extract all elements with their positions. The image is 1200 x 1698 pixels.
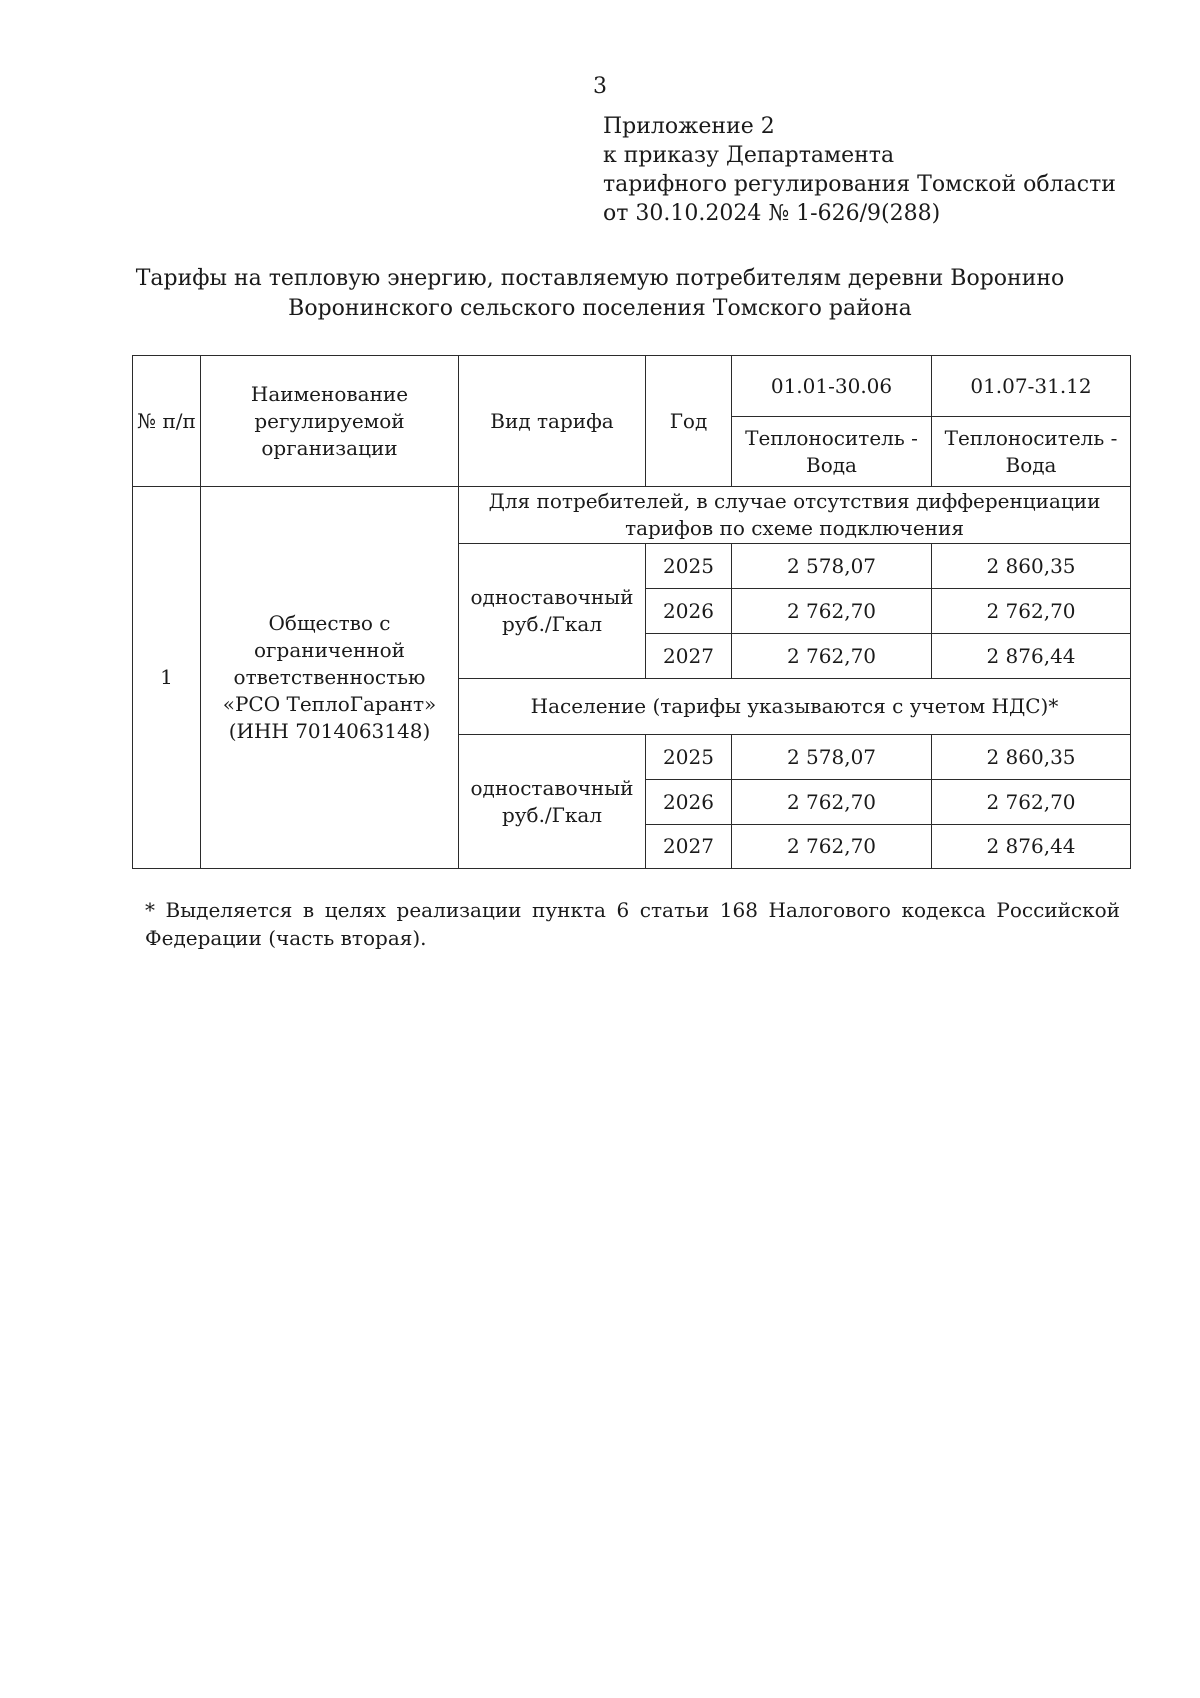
- value-cell: 2 762,70: [732, 634, 932, 679]
- value-cell: 2 860,35: [932, 735, 1131, 780]
- value-cell: 2 762,70: [932, 780, 1131, 825]
- value-cell: 2 876,44: [932, 634, 1131, 679]
- value-cell: 2 876,44: [932, 825, 1131, 869]
- organization-line: (ИНН 7014063148): [228, 719, 431, 743]
- group-heading: Для потребителей, в случае отсутствия дифференциации тарифов по схеме подключения: [459, 487, 1131, 544]
- row-number: 1: [133, 487, 201, 869]
- year-cell: 2027: [646, 825, 732, 869]
- value-cell: 2 762,70: [732, 780, 932, 825]
- organization-name: [201, 487, 459, 869]
- header-carrier-1: Теплоноситель - Вода: [732, 417, 932, 487]
- organization-line: ограниченной: [254, 638, 405, 662]
- footnote: * Выделяется в целях реализации пункта 6 статьи 168 Налогового кодекса Российской Федерации (часть вторая).: [145, 898, 1120, 950]
- title-line: Тарифы на тепловую энергию, поставляемую потребителям деревни Воронино: [135, 266, 1065, 291]
- header-tariff-type: Вид тарифа: [459, 356, 646, 487]
- table-header-row: [133, 356, 1131, 417]
- header-period-1: 01.01-30.06: [732, 356, 932, 417]
- appendix-line: к приказу Департамента: [603, 143, 895, 168]
- year-cell: 2026: [646, 780, 732, 825]
- tariff-type-cell: одноставочный руб./Гкал: [459, 544, 646, 679]
- value-cell: 2 762,70: [732, 825, 932, 869]
- title-line: Воронинского сельского поселения Томского района: [288, 296, 912, 321]
- year-cell: 2025: [646, 735, 732, 780]
- organization-line: ответственностью: [233, 665, 426, 689]
- tariff-type-cell: одноставочный руб./Гкал: [459, 735, 646, 869]
- appendix-line: тарифного регулирования Томской области: [603, 172, 1116, 197]
- value-cell: 2 762,70: [932, 589, 1131, 634]
- group-heading: Население (тарифы указываются с учетом НДС)*: [459, 679, 1131, 735]
- value-cell: 2 762,70: [732, 589, 932, 634]
- tariff-table: [132, 355, 1131, 869]
- document-title: [130, 264, 1070, 324]
- organization-line: Общество с: [268, 611, 391, 635]
- value-cell: 2 578,07: [732, 735, 932, 780]
- value-cell: 2 578,07: [732, 544, 932, 589]
- header-year: Год: [646, 356, 732, 487]
- year-cell: 2027: [646, 634, 732, 679]
- page-number: 3: [593, 74, 607, 99]
- year-cell: 2026: [646, 589, 732, 634]
- header-period-2: 01.07-31.12: [932, 356, 1131, 417]
- header-num: № п/п: [133, 356, 201, 487]
- appendix-header: [603, 112, 1116, 228]
- table-row: [133, 487, 1131, 544]
- value-cell: 2 860,35: [932, 544, 1131, 589]
- header-carrier-2: Теплоноситель - Вода: [932, 417, 1131, 487]
- appendix-line: Приложение 2: [603, 114, 775, 139]
- year-cell: 2025: [646, 544, 732, 589]
- header-organization: Наименование регулируемой организации: [201, 356, 459, 487]
- appendix-line: от 30.10.2024 № 1-626/9(288): [603, 201, 941, 226]
- organization-line: «РСО ТеплоГарант»: [222, 692, 437, 716]
